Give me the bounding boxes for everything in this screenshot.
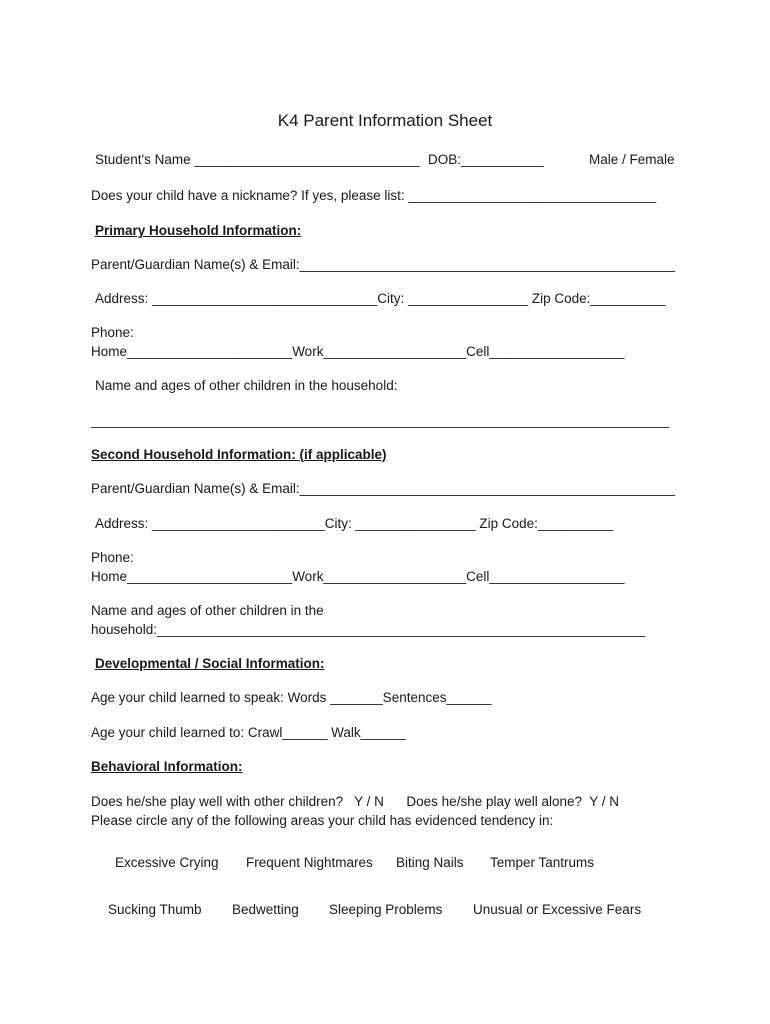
- page-title: K4 Parent Information Sheet: [277, 111, 493, 130]
- student-name-field[interactable]: Student's Name ______________________________: [95, 152, 420, 167]
- option-sucking-thumb[interactable]: Sucking Thumb: [108, 902, 202, 917]
- option-sleeping-problems[interactable]: Sleeping Problems: [329, 902, 443, 917]
- primary-guardian-field[interactable]: Parent/Guardian Name(s) & Email:__________________________________________________: [91, 257, 675, 272]
- primary-address-field[interactable]: Address: ______________________________City: ________________ Zip Code:__________: [95, 291, 666, 306]
- circle-instructions: Please circle any of the following areas your child has evidenced tendency in:: [91, 813, 554, 828]
- primary-children-field[interactable]: _____________________________________________________________________________: [91, 413, 670, 428]
- option-biting-nails[interactable]: Biting Nails: [396, 855, 464, 870]
- primary-phone-label: Phone:: [91, 325, 134, 340]
- nickname-field[interactable]: Does your child have a nickname? If yes, please list: _________________________________: [91, 188, 657, 203]
- play-question[interactable]: Does he/she play well with other children? Y / N Does he/she play well alone? Y / N: [91, 794, 620, 809]
- second-household-heading: Second Household Information: (if applicable): [91, 447, 387, 462]
- second-children-label: Name and ages of other children in the: [91, 603, 324, 618]
- crawl-walk-age-field[interactable]: Age your child learned to: Crawl______ Walk______: [91, 725, 406, 740]
- option-bedwetting[interactable]: Bedwetting: [232, 902, 299, 917]
- second-phone-label: Phone:: [91, 550, 134, 565]
- primary-children-label: Name and ages of other children in the household:: [95, 378, 398, 393]
- second-children-field[interactable]: household:_________________________________________________________________: [91, 622, 646, 637]
- dob-field[interactable]: DOB:___________: [428, 152, 544, 167]
- second-guardian-field[interactable]: Parent/Guardian Name(s) & Email:__________________________________________________: [91, 481, 675, 496]
- behavioral-heading: Behavioral Information:: [91, 759, 243, 774]
- speak-age-field[interactable]: Age your child learned to speak: Words _______Sentences______: [91, 690, 492, 705]
- option-frequent-nightmares[interactable]: Frequent Nightmares: [246, 855, 373, 870]
- gender-field[interactable]: Male / Female: [589, 152, 675, 167]
- option-unusual-fears[interactable]: Unusual or Excessive Fears: [473, 902, 642, 917]
- primary-phone-field[interactable]: Home______________________Work___________________Cell__________________: [91, 344, 625, 359]
- option-temper-tantrums[interactable]: Temper Tantrums: [490, 855, 595, 870]
- primary-household-heading: Primary Household Information:: [95, 223, 302, 238]
- developmental-heading: Developmental / Social Information:: [95, 656, 325, 671]
- option-excessive-crying[interactable]: Excessive Crying: [115, 855, 219, 870]
- second-phone-field[interactable]: Home______________________Work___________________Cell__________________: [91, 569, 625, 584]
- second-address-field[interactable]: Address: _______________________City: ________________ Zip Code:__________: [95, 516, 613, 531]
